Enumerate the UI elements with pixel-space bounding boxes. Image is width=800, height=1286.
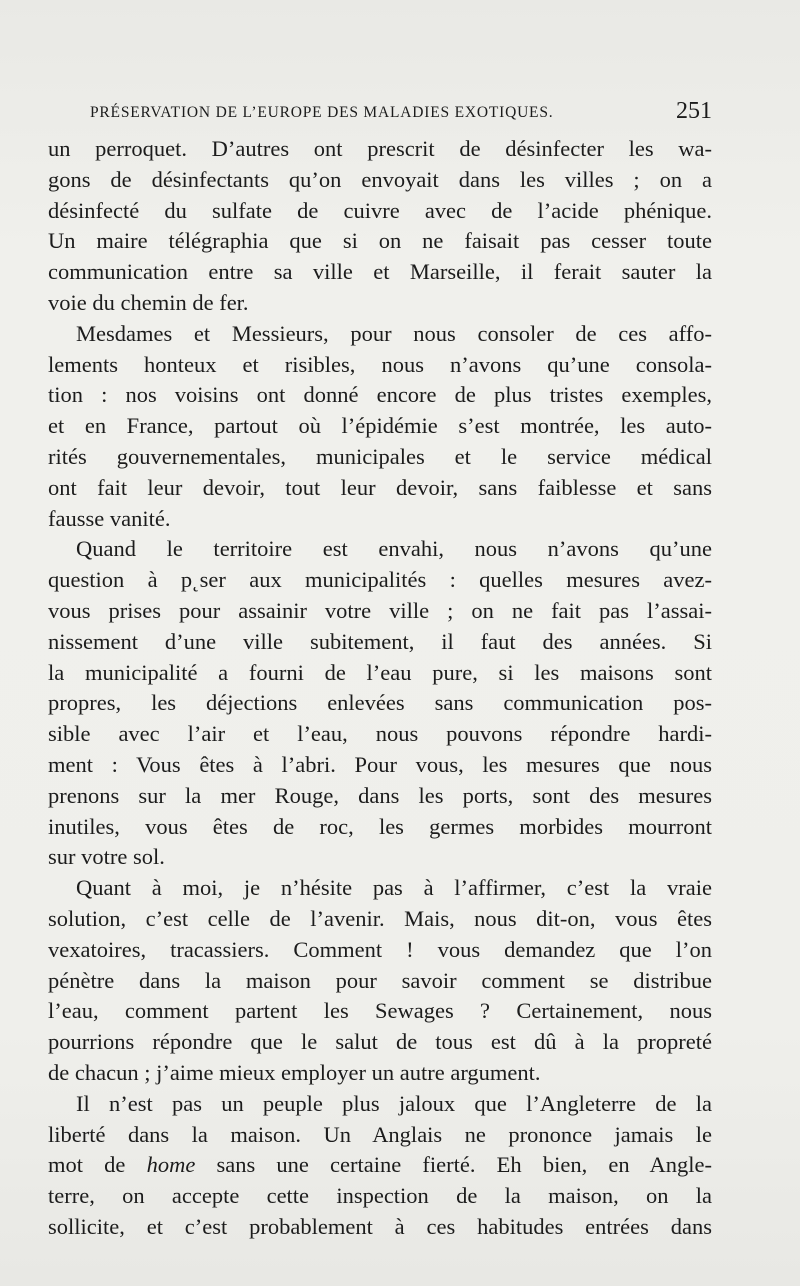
text-line: solution, c’est celle de l’avenir. Mais, nous dit-on, vous êtes [48,905,712,931]
text-line: pourrions répondre que le salut de tous est dû à la propreté [48,1029,712,1055]
text-line: rités gouvernementales, municipales et le service médical [48,443,712,469]
text-line: gons de désinfectants qu’on envoyait dans les villes ; on a [48,166,712,192]
text-line: communication entre sa ville et Marseille, il ferait sauter la [48,259,712,285]
text-line: Un maire télégraphia que si on ne faisait pas cesser toute [48,228,712,254]
text-line: ont fait leur devoir, tout leur devoir, sans faiblesse et sans [48,474,712,500]
text-line: tion : nos voisins ont donné encore de plus tristes exemples, [48,382,712,408]
text-line: propres, les déjections enlevées sans communication pos- [48,690,712,716]
paragraph-1 [48,134,712,319]
text-line: sollicite, et c’est probablement à ces habitudes entrées dans [48,1213,712,1239]
text-line: voie du chemin de fer. [48,289,249,315]
text-line: un perroquet. D’autres ont prescrit de désinfecter les wa- [48,136,712,161]
text-line: lements honteux et risibles, nous n’avons qu’une consola- [48,351,712,377]
text-line: Il n’est pas un peuple plus jaloux que l’Angleterre de la [76,1090,712,1116]
page-header [90,100,712,128]
text-line: terre, on accepte cette inspection de la maison, on la [48,1183,712,1209]
text-line: Mesdames et Messieurs, pour nous consoler de ces affo- [76,320,712,346]
text-line: pénètre dans la maison pour savoir comment se distribue [48,967,712,993]
text-line: mot de home sans une certaine fierté. Eh bien, en Angle- [48,1152,712,1178]
text-line: sur votre sol. [48,844,165,870]
paragraph-2 [48,319,712,535]
text-line: ment : Vous êtes à l’abri. Pour vous, les mesures que nous [48,751,712,777]
text-line: sible avec l’air et l’eau, nous pouvons répondre hardi- [48,721,712,747]
emphasized-word: home [146,1152,196,1178]
text-line: prenons sur la mer Rouge, dans les ports, sont des mesures [48,782,712,808]
running-title: PRÉSERVATION DE L’EUROPE DES MALADIES EXOTIQUES. [90,104,554,121]
text-line: question à p˛ser aux municipalités : quelles mesures avez- [48,567,712,593]
paragraph-5 [48,1089,712,1243]
text-line: nissement d’une ville subitement, il faut des années. Si [48,628,712,654]
text-line: vous prises pour assainir votre ville ; on ne fait pas l’assai- [48,597,712,623]
text-line: Quant à moi, je n’hésite pas à l’affirmer, c’est la vraie [76,875,712,901]
text-line: Quand le territoire est envahi, nous n’avons qu’une [76,536,712,562]
body-text [48,134,712,1243]
paragraph-3 [48,534,712,873]
text-line: la municipalité a fourni de l’eau pure, si les maisons sont [48,659,712,685]
text-line: désinfecté du sulfate de cuivre avec de l’acide phénique. [48,197,712,223]
text-line: liberté dans la maison. Un Anglais ne prononce jamais le [48,1121,712,1147]
text-line: fausse vanité. [48,505,171,531]
text-line: inutiles, vous êtes de roc, les germes morbides mourront [48,813,712,839]
page-number: 251 [676,98,712,124]
text-line: et en France, partout où l’épidémie s’est montrée, les auto- [48,413,712,439]
text-line: l’eau, comment partent les Sewages ? Certainement, nous [48,998,712,1024]
paragraph-4 [48,873,712,1089]
text-line: de chacun ; j’aime mieux employer un autre argument. [48,1059,541,1085]
text-line: vexatoires, tracassiers. Comment ! vous demandez que l’on [48,936,712,962]
